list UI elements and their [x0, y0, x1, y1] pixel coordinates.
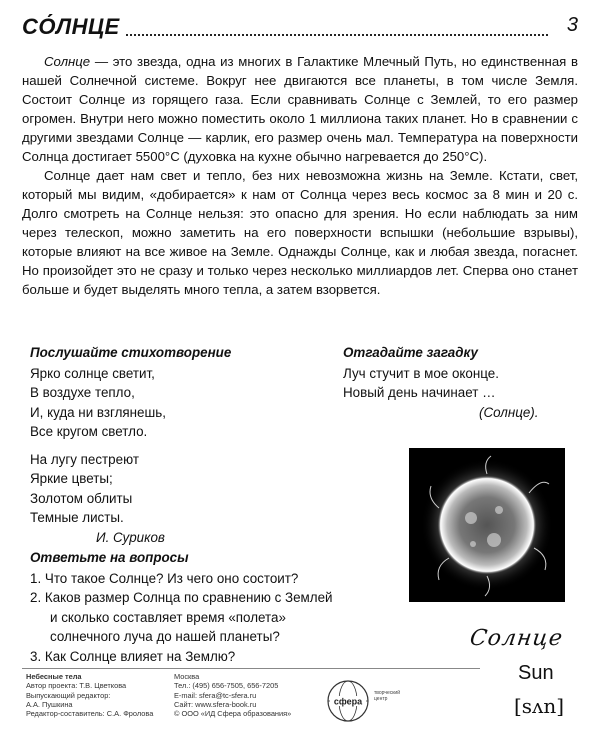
- globe-icon: [326, 679, 370, 723]
- poem-stanza-2: [30, 450, 320, 548]
- poem-heading: Послушайте стихотворение: [30, 345, 232, 360]
- poem-section: [30, 343, 320, 555]
- sun-illustration: [409, 448, 565, 602]
- footer-series: Небесные тела: [26, 672, 82, 681]
- logo-subtitle: творческий центр: [374, 690, 401, 702]
- sun-photo: [409, 448, 565, 602]
- poem-line: Ярко солнце светит,: [30, 365, 155, 381]
- caption-english: Sun: [518, 662, 554, 684]
- riddle-line: Новый день начинает …: [343, 385, 496, 400]
- page-header: [22, 14, 578, 44]
- question-item: 3. Как Солнце влияет на Землю?: [30, 648, 236, 664]
- footer-divider: [22, 668, 480, 669]
- header-dotted-leader: [117, 20, 548, 36]
- intro-paragraph-2: Солнце дает нам свет и тепло, без них невозможна жизнь на Земле. Кстати, свет, который мы видим, «добирается» к нам от Солнца через весь космос за 8 мин и 20 с. Долго смотреть на Солнце нельзя: это опасно для зрения. Но если наблюдать за ним через телескоп, можно заметить на его поверхности вспышки (небольшие взрывы), которые влияют на все живое на Земле. Однажды Солнце, как и любая звезда, погаснет. Но произойдет это не сразу и только через несколько миллиардов лет. Сперва оно станет больше и будет выделять много тепла, а затем взорвется.: [22, 168, 578, 297]
- logo-text: сфера: [333, 696, 363, 707]
- caption-russian: Солнце: [468, 626, 565, 651]
- riddle-section: [343, 343, 583, 422]
- footer-line: Редактор-составитель: С.А. Фролова: [26, 709, 154, 719]
- riddle-line: Луч стучит в мое оконце.: [343, 365, 499, 381]
- poem-line: На лугу пестреют: [30, 451, 139, 467]
- footer-line: E-mail: sfera@tc-sfera.ru: [174, 690, 257, 700]
- poem-author: И. Суриков: [96, 529, 165, 545]
- footer-contacts: [174, 672, 324, 718]
- page-number: 3: [561, 14, 578, 37]
- footer-line: Сайт: www.sfera-book.ru: [174, 699, 257, 709]
- footer-credits: [26, 672, 176, 718]
- poem-stanza-1: [30, 364, 320, 442]
- footer-line: Москва: [174, 672, 200, 681]
- question-item-continued: солнечного луча до нашей планеты?: [50, 629, 280, 644]
- poem-line: Темные листы.: [30, 510, 124, 525]
- poem-line: Золотом облиты: [30, 490, 133, 506]
- intro-paragraph-1-text: — это звезда, одна из многих в Галактике Млечный Путь, но единственная в нашей Солнечной системе. Вокруг нее двигаются все планеты, в том числе Земля. Состоит Солнце из горящего газа. Если сравнивать Солнце с Землей, то его размер огромен. Внутри него можно поместить около 1 миллиона таких планет. Но в сравнении с другими звездами Солнце — карлик, его размер очень мал. Температура на поверхности Солнца достигает 5500°С (духовка на кухне обычно нагревается до 250°С).: [22, 54, 578, 164]
- poem-line: Все кругом светло.: [30, 424, 148, 439]
- page-title: СО́ЛНЦЕ: [22, 14, 126, 40]
- riddle-heading: Отгадайте загадку: [343, 345, 478, 360]
- question-item: 2. Каков размер Солнца по сравнению с Землей: [30, 590, 333, 605]
- intro-text: [22, 52, 578, 299]
- publisher-logo: [326, 679, 370, 723]
- question-item-continued: и сколько составляет время «полета»: [50, 609, 286, 625]
- intro-lead-word: Солнце: [44, 54, 91, 69]
- footer-line: © ООО «ИД Сфера образования»: [174, 709, 292, 719]
- poem-line: И, куда ни взглянешь,: [30, 404, 166, 420]
- poem-line: Яркие цветы;: [30, 471, 113, 486]
- footer-line: Выпускающий редактор:: [26, 690, 111, 700]
- footer-line: А.А. Пушкина: [26, 699, 73, 709]
- riddle-answer: (Солнце).: [479, 404, 539, 420]
- question-item: 1. Что такое Солнце? Из чего оно состоит?: [30, 570, 299, 586]
- questions-section: [30, 548, 390, 666]
- footer-line: Автор проекта: Т.В. Цветкова: [26, 681, 127, 691]
- caption-transcription: [sʌn]: [514, 694, 565, 718]
- poem-line: В воздухе тепло,: [30, 385, 135, 400]
- questions-heading: Ответьте на вопросы: [30, 550, 189, 565]
- intro-paragraph-1: [22, 52, 578, 166]
- footer-line: Тел.: (495) 656-7505, 656-7205: [174, 681, 279, 691]
